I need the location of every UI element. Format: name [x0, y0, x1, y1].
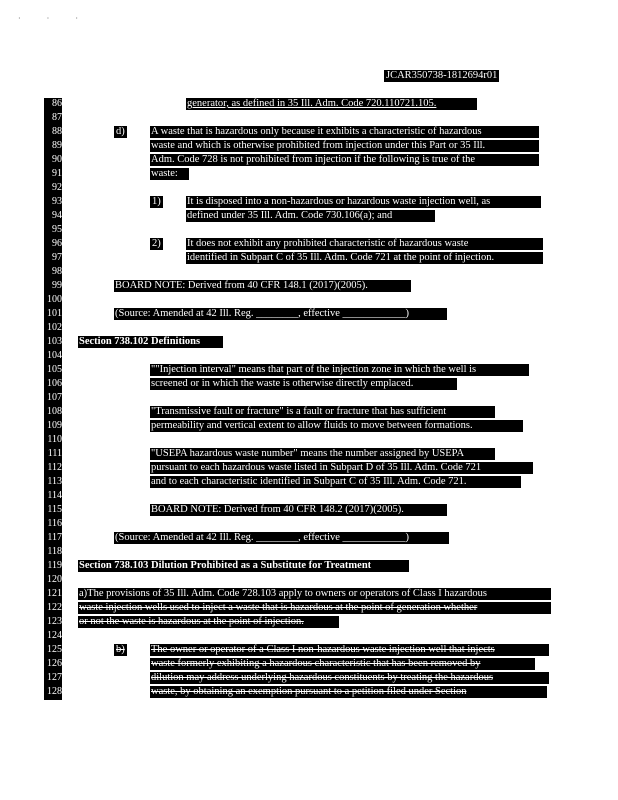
line-number: 115 — [47, 504, 62, 515]
line-number: 109 — [47, 420, 62, 431]
line-number: 88 — [52, 126, 62, 137]
line-number: 94 — [52, 210, 62, 221]
scan-specks: · · · — [18, 14, 90, 23]
line-number: 103 — [47, 336, 62, 347]
line-number: 120 — [47, 574, 62, 585]
line-number: 112 — [47, 462, 62, 473]
line-number: 118 — [47, 546, 62, 557]
line-number: 90 — [52, 154, 62, 165]
struck-text-line: or not the waste is hazardous at the point of injection. — [78, 616, 339, 628]
line-number: 96 — [52, 238, 62, 249]
section-heading: Section 738.102 Definitions — [78, 336, 223, 348]
definition-line: "USEPA hazardous waste number" means the number assigned by USEPA — [150, 448, 495, 460]
line-number: 104 — [47, 350, 62, 361]
line-number: 117 — [47, 532, 62, 543]
text-line: waste: — [150, 168, 189, 180]
line-number: 127 — [47, 672, 62, 683]
line-number: 97 — [52, 252, 62, 263]
line-number: 123 — [47, 616, 62, 627]
line-number: 122 — [47, 602, 62, 613]
text-line: A waste that is hazardous only because it exhibits a characteristic of hazardous — [150, 126, 539, 138]
text-line: a)The provisions of 35 Ill. Adm. Code 728.103 apply to owners or operators of Class I hazardous — [78, 588, 551, 600]
struck-text-line: waste formerly exhibiting a hazardous characteristic that has been removed by — [150, 658, 535, 670]
line-number: 108 — [47, 406, 62, 417]
line-number: 92 — [52, 182, 62, 193]
line-number: 99 — [52, 280, 62, 291]
line-number: 98 — [52, 266, 62, 277]
section-heading: Section 738.103 Dilution Prohibited as a Substitute for Treatment — [78, 560, 409, 572]
line-number: 91 — [52, 168, 62, 179]
item-label: 2) — [152, 238, 161, 249]
definition-line: "Transmissive fault or fracture" is a fault or fracture that has sufficient — [150, 406, 495, 418]
definition-line: pursuant to each hazardous waste listed in Subpart D of 35 Ill. Adm. Code 721 — [150, 462, 533, 474]
line-number: 101 — [47, 308, 62, 319]
definition-line: permeability and vertical extent to allow fluids to move between formations. — [150, 420, 523, 432]
line-number: 107 — [47, 392, 62, 403]
line-number: 93 — [52, 196, 62, 207]
line-number: 116 — [47, 518, 62, 529]
line-number: 111 — [47, 448, 62, 459]
line-number: 121 — [47, 588, 62, 599]
line-number: 89 — [52, 140, 62, 151]
line-number: 124 — [47, 630, 62, 641]
text-line: It does not exhibit any prohibited characteristic of hazardous waste — [186, 238, 543, 250]
text-line: defined under 35 Ill. Adm. Code 730.106(a); and — [186, 210, 435, 222]
struck-text-line: The owner or operator of a Class I non-hazardous waste injection well that injects — [150, 644, 549, 656]
line-number: 126 — [47, 658, 62, 669]
text-line: It is disposed into a non-hazardous or hazardous waste injection well, as — [186, 196, 541, 208]
struck-text-line: waste, by obtaining an exemption pursuant to a petition filed under Section — [150, 686, 547, 698]
line-number: 87 — [52, 112, 62, 123]
definition-line: and to each characteristic identified in Subpart C of 35 Ill. Adm. Code 721. — [150, 476, 521, 488]
line-number: 102 — [47, 322, 62, 333]
board-note: BOARD NOTE: Derived from 40 CFR 148.1 (2017)(2005). — [114, 280, 411, 292]
document-id: JCAR350738-1812694r01 — [386, 70, 498, 81]
struck-text-line: dilution may address underlying hazardous constituents by treating the hazardous — [150, 672, 549, 684]
subsection-label: b) — [116, 644, 125, 655]
text-line: generator, as defined in 35 Ill. Adm. Code 720.110721.105. — [186, 98, 477, 110]
line-number: 86 — [52, 98, 62, 109]
item-label: 1) — [152, 196, 161, 207]
line-number: 114 — [47, 490, 62, 501]
line-number: 128 — [47, 686, 62, 697]
definition-line: ""Injection interval" means that part of the injection zone in which the well is — [150, 364, 529, 376]
line-number: 106 — [47, 378, 62, 389]
source-note: (Source: Amended at 42 Ill. Reg. ________, effective ____________) — [114, 532, 449, 544]
line-number: 100 — [47, 294, 62, 305]
source-note: (Source: Amended at 42 Ill. Reg. ________, effective ____________) — [114, 308, 447, 320]
line-number: 95 — [52, 224, 62, 235]
subsection-label: d) — [116, 126, 125, 137]
line-number: 110 — [47, 434, 62, 445]
text-line: Adm. Code 728 is not prohibited from injection if the following is true of the — [150, 154, 539, 166]
text-line: waste and which is otherwise prohibited from injection under this Part or 35 Ill. — [150, 140, 539, 152]
text-line: identified in Subpart C of 35 Ill. Adm. Code 721 at the point of injection. — [186, 252, 543, 264]
struck-text-line: waste injection wells used to inject a waste that is hazardous at the point of generation whether — [78, 602, 551, 614]
definition-line: screened or in which the waste is otherwise directly emplaced. — [150, 378, 457, 390]
line-number: 119 — [47, 560, 62, 571]
board-note: BOARD NOTE: Derived from 40 CFR 148.2 (2017)(2005). — [150, 504, 447, 516]
line-number: 105 — [47, 364, 62, 375]
line-number: 125 — [47, 644, 62, 655]
line-number: 113 — [47, 476, 62, 487]
